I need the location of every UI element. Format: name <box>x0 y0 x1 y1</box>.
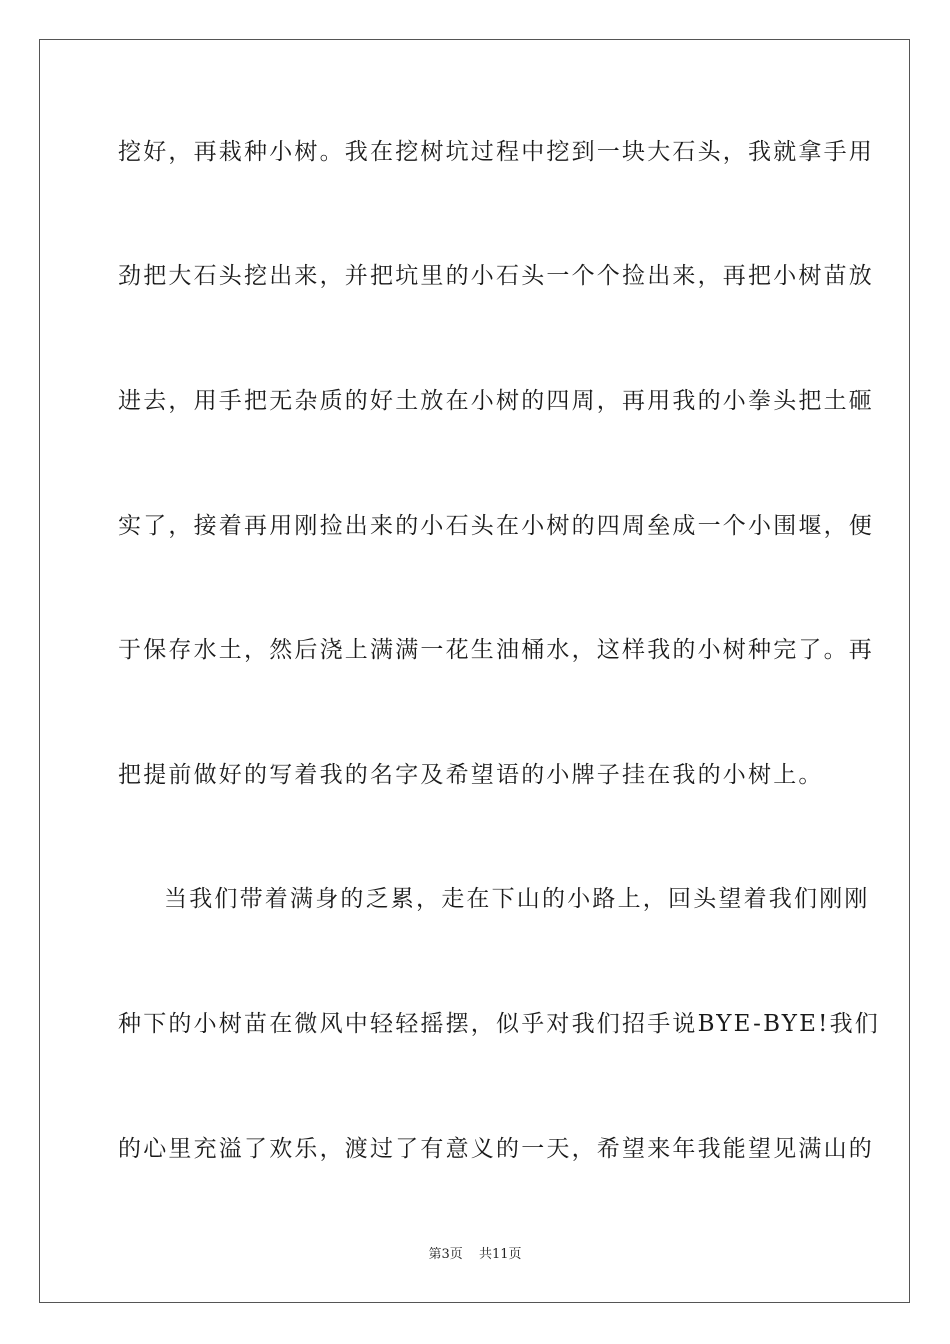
page-footer <box>0 1246 950 1264</box>
body-text-line: 把提前做好的写着我的名字及希望语的小牌子挂在我的小树上。 <box>118 762 824 788</box>
body-text-line: 的心里充溢了欢乐，渡过了有意义的一天，希望来年我能望见满山的 <box>118 1136 874 1162</box>
page-number: 第3页 <box>428 1247 463 1262</box>
page-border <box>39 39 910 1303</box>
body-text-line: 实了，接着再用刚捡出来的小石头在小树的四周垒成一个小围堰，便 <box>118 513 874 539</box>
paragraph-first-line: 当我们带着满身的乏累，走在下山的小路上，回头望着我们刚刚 <box>164 886 870 912</box>
total-pages: 共11页 <box>478 1247 522 1262</box>
body-text-line: 劲把大石头挖出来，并把坑里的小石头一个个捡出来，再把小树苗放 <box>118 263 874 289</box>
body-text-line: 挖好，再栽种小树。我在挖树坑过程中挖到一块大石头，我就拿手用 <box>118 139 874 165</box>
body-text-line: 进去，用手把无杂质的好土放在小树的四周，再用我的小拳头把土砸 <box>118 388 874 414</box>
body-text-line: 种下的小树苗在微风中轻轻摇摆，似乎对我们招手说BYE-BYE!我们 <box>118 1011 880 1037</box>
body-text-line: 于保存水土，然后浇上满满一花生油桶水，这样我的小树种完了。再 <box>118 637 874 663</box>
